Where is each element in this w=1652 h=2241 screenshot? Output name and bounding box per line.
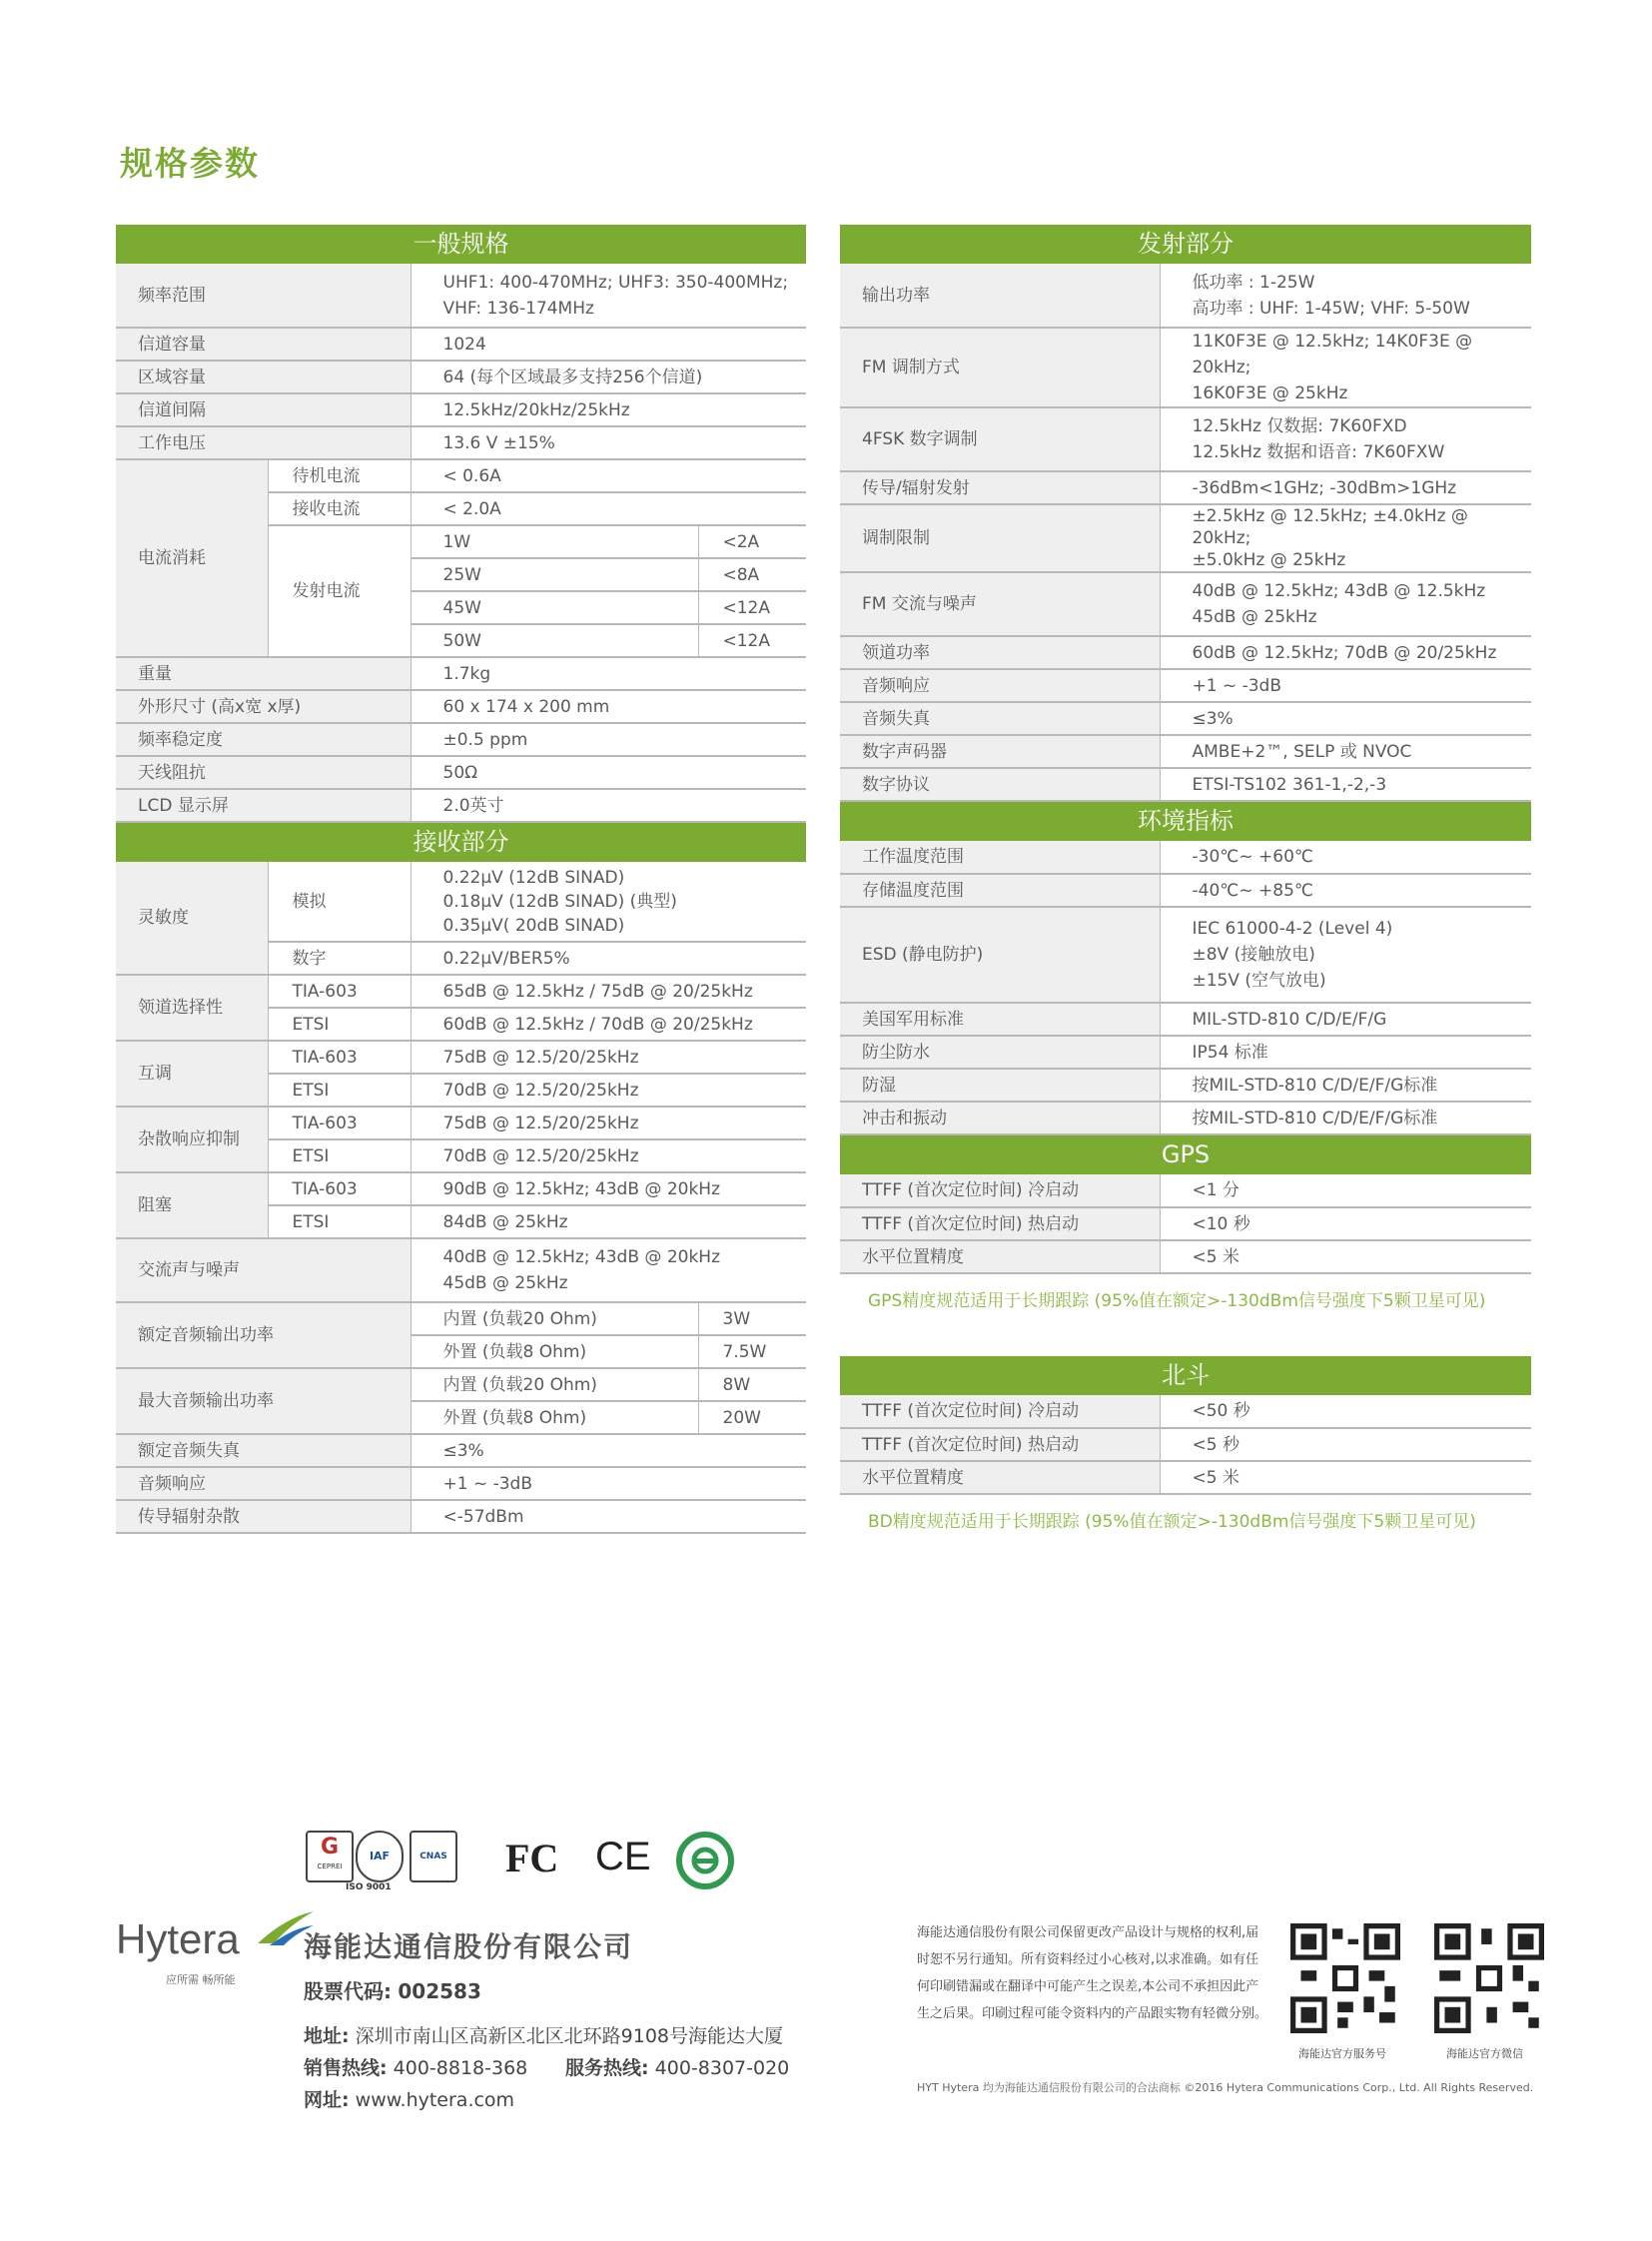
block-etsi-label: ETSI xyxy=(268,1205,411,1238)
transmitter-spec-table xyxy=(840,225,1531,1274)
fsk-label: 4FSK 数字调制 xyxy=(840,407,1160,471)
voltage-value: 13.6 V ±15% xyxy=(411,426,806,459)
beidou-header: 北斗 xyxy=(840,1356,1531,1395)
bd-cold-label: TTFF (首次定位时间) 冷启动 xyxy=(840,1395,1160,1428)
service-hotline: 服务热线: 400-8307-020 xyxy=(565,2057,790,2079)
imp-label: 天线阻抗 xyxy=(116,756,411,789)
spur-tia-value: 75dB @ 12.5/20/25kHz xyxy=(411,1107,806,1139)
tx-power: 45W xyxy=(411,591,698,624)
block-tia-label: TIA-603 xyxy=(268,1172,411,1205)
qr-code-icon xyxy=(1290,1923,1400,2033)
tx-power: 25W xyxy=(411,558,698,591)
power-label: 输出功率 xyxy=(840,264,1160,328)
mod-value: ±2.5kHz @ 12.5kHz; ±4.0kHz @ 20kHz; ±5.0kHz @ 25kHz xyxy=(1160,504,1531,572)
proto-value: ETSI-TS102 361-1,-2,-3 xyxy=(1160,768,1531,801)
gps-cold-value: <1 分 xyxy=(1160,1174,1531,1207)
humidity-value: 按MIL-STD-810 C/D/E/F/G标准 xyxy=(1160,1069,1531,1102)
page-title: 规格参数 xyxy=(120,144,260,183)
tx-dist-label: 音频失真 xyxy=(840,702,1160,735)
disclaimer: 海能达通信股份有限公司保留更改产品设计与规格的权利,届时恕不另行通知。所有资料经过小心核对,以求准确。如有任何印刷错漏或在翻译中可能产生之误差,本公司不承担因此产生之后果。印刷过程可能令资料内的产品跟实物有轻微分别。 xyxy=(917,1925,1268,2021)
environment-header: 环境指标 xyxy=(840,801,1531,841)
tx-current: <2A xyxy=(698,525,806,558)
chan-label: 信道容量 xyxy=(116,328,411,361)
spacing-label: 信道间隔 xyxy=(116,393,411,426)
mod-label: 调制限制 xyxy=(840,504,1160,572)
general-header: 一般规格 xyxy=(116,225,806,264)
adj-etsi-value: 60dB @ 12.5kHz / 70dB @ 20/25kHz xyxy=(411,1008,806,1041)
gps-hot-value: <10 秒 xyxy=(1160,1207,1531,1240)
inter-tia-value: 75dB @ 12.5/20/25kHz xyxy=(411,1041,806,1074)
hum-label: 交流声与噪声 xyxy=(116,1238,411,1302)
sttemp-value: -40℃~ +85℃ xyxy=(1160,874,1531,907)
certification-logos xyxy=(306,1831,745,1890)
recycle-icon xyxy=(675,1831,735,1890)
digital-value: 0.22μV/BER5% xyxy=(411,942,806,975)
sales-hotline: 销售热线: 400-8818-368 xyxy=(304,2057,528,2079)
fc-logo: FC xyxy=(505,1836,559,1880)
resp-label: 音频响应 xyxy=(116,1467,411,1500)
mil-label: 美国军用标准 xyxy=(840,1003,1160,1036)
optemp-value: -30℃~ +60℃ xyxy=(1160,841,1531,874)
ceprei-logo: G CEPREI xyxy=(306,1831,354,1882)
tx-dist-value: ≤3% xyxy=(1160,702,1531,735)
website: 网址: www.hytera.com xyxy=(304,2089,515,2111)
analog-label: 模拟 xyxy=(268,862,411,942)
max-int-value: 8W xyxy=(698,1368,806,1401)
imp-value: 50Ω xyxy=(411,756,806,789)
gps-hot-label: TTFF (首次定位时间) 热启动 xyxy=(840,1207,1160,1240)
esd-label: ESD (静电防护) xyxy=(840,907,1160,1003)
max-ext-label: 外置 (负载8 Ohm) xyxy=(411,1401,698,1434)
bd-acc-value: <5 米 xyxy=(1160,1461,1531,1494)
iaf-logo: IAF xyxy=(356,1831,404,1882)
inter-label: 互调 xyxy=(116,1041,268,1107)
inter-etsi-value: 70dB @ 12.5/20/25kHz xyxy=(411,1074,806,1107)
spur-etsi-value: 70dB @ 12.5/20/25kHz xyxy=(411,1139,806,1172)
standby-value: < 0.6A xyxy=(411,459,806,492)
vocoder-label: 数字声码器 xyxy=(840,735,1160,768)
adj-label: 领道选择性 xyxy=(116,975,268,1041)
fm-value: 11K0F3E @ 12.5kHz; 14K0F3E @ 20kHz; 16K0F3E @ 25kHz xyxy=(1160,328,1531,407)
rated-ext-label: 外置 (负载8 Ohm) xyxy=(411,1335,698,1368)
tx-resp-label: 音频响应 xyxy=(840,669,1160,702)
address: 地址: 深圳市南山区高新区北区北环路9108号海能达大厦 xyxy=(304,2025,784,2047)
tx-cond-value: -36dBm<1GHz; -30dBm>1GHz xyxy=(1160,471,1531,504)
rated-ext-value: 7.5W xyxy=(698,1335,806,1368)
inter-etsi-label: ETSI xyxy=(268,1074,411,1107)
bd-cold-value: <50 秒 xyxy=(1160,1395,1531,1428)
current-label: 电流消耗 xyxy=(116,459,268,657)
voltage-label: 工作电压 xyxy=(116,426,411,459)
inter-tia-label: TIA-603 xyxy=(268,1041,411,1074)
freq-value: UHF1: 400-470MHz; UHF3: 350-400MHz; VHF: 136-174MHz xyxy=(411,264,806,328)
fm-hum-value: 40dB @ 12.5kHz; 43dB @ 12.5kHz 45dB @ 25kHz xyxy=(1160,572,1531,636)
zone-label: 区域容量 xyxy=(116,361,411,393)
beidou-note: BD精度规范适用于长期跟踪 (95%值在额定>-130dBm信号强度下5颗卫星可见) xyxy=(868,1512,1476,1532)
sens-label: 灵敏度 xyxy=(116,862,268,975)
tx-resp-value: +1 ~ -3dB xyxy=(1160,669,1531,702)
cnas-logo: CNAS xyxy=(410,1831,457,1882)
spur-label: 杂散响应抑制 xyxy=(116,1107,268,1172)
rx-value: < 2.0A xyxy=(411,492,806,525)
rated-label: 额定音频输出功率 xyxy=(116,1302,411,1368)
optemp-label: 工作温度范围 xyxy=(840,841,1160,874)
spacing-value: 12.5kHz/20kHz/25kHz xyxy=(411,393,806,426)
left-column xyxy=(116,225,806,1534)
iso-label: ISO 9001 xyxy=(346,1882,392,1892)
rated-int-label: 内置 (负载20 Ohm) xyxy=(411,1302,698,1335)
stab-value: ±0.5 ppm xyxy=(411,723,806,756)
digital-label: 数字 xyxy=(268,942,411,975)
adj-power-label: 领道功率 xyxy=(840,636,1160,669)
gps-acc-value: <5 米 xyxy=(1160,1240,1531,1273)
chan-value: 1024 xyxy=(411,328,806,361)
adj-tia-label: TIA-603 xyxy=(268,975,411,1008)
analog-values: 0.22μV (12dB SINAD) 0.18μV (12dB SINAD) (典型) 0.35μV( 20dB SINAD) xyxy=(411,862,806,942)
adj-power-value: 60dB @ 12.5kHz; 70dB @ 20/25kHz xyxy=(1160,636,1531,669)
dim-label: 外形尺寸 (高x宽 x厚) xyxy=(116,690,411,723)
freq-label: 频率范围 xyxy=(116,264,411,328)
power-value: 低功率 : 1-25W 高功率 : UHF: 1-45W; VHF: 5-50W xyxy=(1160,264,1531,328)
gps-note: GPS精度规范适用于长期跟踪 (95%值在额定>-130dBm信号强度下5颗卫星可见) xyxy=(868,1291,1486,1311)
tx-label: 发射电流 xyxy=(268,525,411,657)
dist-value: ≤3% xyxy=(411,1434,806,1467)
right-column xyxy=(840,225,1531,1567)
gps-header: GPS xyxy=(840,1134,1531,1174)
ce-logo: CE xyxy=(595,1835,651,1878)
gps-cold-label: TTFF (首次定位时间) 冷启动 xyxy=(840,1174,1160,1207)
standby-label: 待机电流 xyxy=(268,459,411,492)
copyright: HYT Hytera 均为海能达通信股份有限公司的合法商标 ©2016 Hytera Communications Corp., Ltd. All Rights Reserved. xyxy=(917,2081,1534,2094)
esd-value: IEC 61000-4-2 (Level 4) ±8V (接触放电) ±15V (空气放电) xyxy=(1160,907,1531,1003)
fm-label: FM 调制方式 xyxy=(840,328,1160,407)
block-etsi-value: 84dB @ 25kHz xyxy=(411,1205,806,1238)
lcd-label: LCD 显示屏 xyxy=(116,789,411,822)
fm-hum-label: FM 交流与噪声 xyxy=(840,572,1160,636)
spur-etsi-label: ETSI xyxy=(268,1139,411,1172)
gps-acc-label: 水平位置精度 xyxy=(840,1240,1160,1273)
weight-value: 1.7kg xyxy=(411,657,806,690)
qr2-caption: 海能达官方微信 xyxy=(1446,2047,1523,2060)
adj-tia-value: 65dB @ 12.5kHz / 75dB @ 20/25kHz xyxy=(411,975,806,1008)
block-tia-value: 90dB @ 12.5kHz; 43dB @ 20kHz xyxy=(411,1172,806,1205)
shock-value: 按MIL-STD-810 C/D/E/F/G标准 xyxy=(1160,1102,1531,1134)
tx-current: <12A xyxy=(698,624,806,657)
sttemp-label: 存储温度范围 xyxy=(840,874,1160,907)
resp-value: +1 ~ -3dB xyxy=(411,1467,806,1500)
block-label: 阻塞 xyxy=(116,1172,268,1238)
bd-hot-label: TTFF (首次定位时间) 热启动 xyxy=(840,1428,1160,1461)
company-name: 海能达通信股份有限公司 xyxy=(304,1930,634,1963)
hytera-logo: Hytera 应所需 畅所能 xyxy=(116,1915,276,1985)
bd-acc-label: 水平位置精度 xyxy=(840,1461,1160,1494)
shock-label: 冲击和振动 xyxy=(840,1102,1160,1134)
zone-value: 64 (每个区域最多支持256个信道) xyxy=(411,361,806,393)
vocoder-value: AMBE+2™, SELP 或 NVOC xyxy=(1160,735,1531,768)
proto-label: 数字协议 xyxy=(840,768,1160,801)
hum-value: 40dB @ 12.5kHz; 43dB @ 20kHz 45dB @ 25kHz xyxy=(411,1238,806,1302)
qr-code-icon xyxy=(1434,1923,1544,2033)
transmitter-header: 发射部分 xyxy=(840,225,1531,264)
ip-label: 防尘防水 xyxy=(840,1036,1160,1069)
max-ext-value: 20W xyxy=(698,1401,806,1434)
rated-int-value: 3W xyxy=(698,1302,806,1335)
tx-cond-label: 传导/辐射发射 xyxy=(840,471,1160,504)
stab-label: 频率稳定度 xyxy=(116,723,411,756)
max-int-label: 内置 (负载20 Ohm) xyxy=(411,1368,698,1401)
weight-label: 重量 xyxy=(116,657,411,690)
mil-value: MIL-STD-810 C/D/E/F/G xyxy=(1160,1003,1531,1036)
general-spec-table xyxy=(116,225,806,1534)
cond-value: <-57dBm xyxy=(411,1500,806,1533)
max-label: 最大音频输出功率 xyxy=(116,1368,411,1434)
fsk-value: 12.5kHz 仅数据: 7K60FXD 12.5kHz 数据和语音: 7K60FXW xyxy=(1160,407,1531,471)
receiver-header: 接收部分 xyxy=(116,822,806,862)
rx-label: 接收电流 xyxy=(268,492,411,525)
tx-power: 50W xyxy=(411,624,698,657)
humidity-label: 防湿 xyxy=(840,1069,1160,1102)
bd-hot-value: <5 秒 xyxy=(1160,1428,1531,1461)
lcd-value: 2.0英寸 xyxy=(411,789,806,822)
beidou-spec-table xyxy=(840,1356,1531,1495)
tx-current: <8A xyxy=(698,558,806,591)
tx-current: <12A xyxy=(698,591,806,624)
qr1-caption: 海能达官方服务号 xyxy=(1298,2047,1386,2060)
dim-value: 60 x 174 x 200 mm xyxy=(411,690,806,723)
cond-label: 传导辐射杂散 xyxy=(116,1500,411,1533)
stock-code: 股票代码: 002583 xyxy=(304,1979,481,2003)
dist-label: 额定音频失真 xyxy=(116,1434,411,1467)
tx-power: 1W xyxy=(411,525,698,558)
spur-tia-label: TIA-603 xyxy=(268,1107,411,1139)
ip-value: IP54 标准 xyxy=(1160,1036,1531,1069)
adj-etsi-label: ETSI xyxy=(268,1008,411,1041)
